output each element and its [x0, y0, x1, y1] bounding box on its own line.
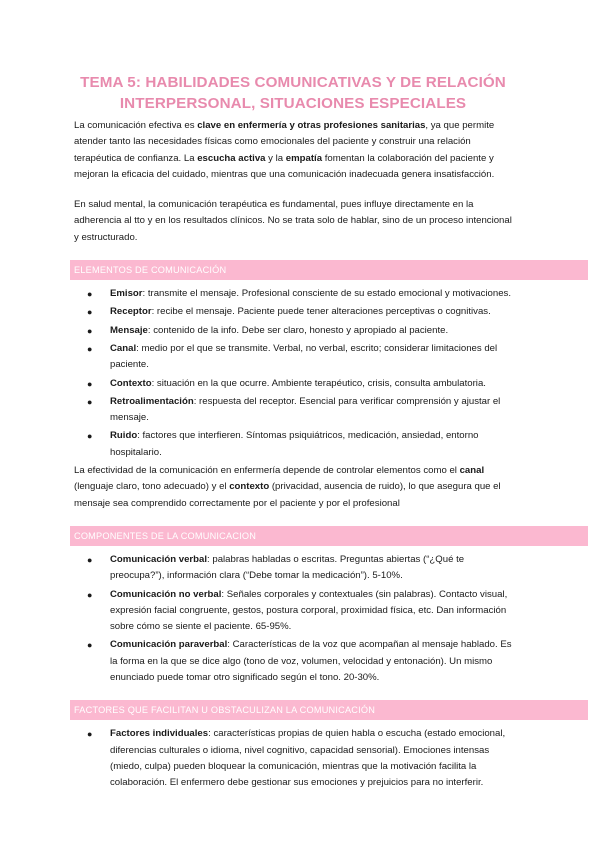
bold-run: escucha activa	[197, 152, 266, 164]
text-run: y la	[265, 152, 286, 164]
item-text: : contenido de la info. Debe ser claro, honesto y apropiado al paciente.	[147, 324, 449, 336]
item-term: Retroalimentación	[110, 395, 194, 407]
title-line-2: INTERPERSONAL, SITUACIONES ESPECIALES	[119, 95, 467, 112]
section-heading-componentes: COMPONENTES DE LA COMUNICACION	[70, 526, 588, 546]
spacer	[74, 183, 512, 197]
list-item	[87, 726, 512, 791]
bold-run: clave en enfermería y otras profesiones sanitarias	[197, 120, 426, 131]
item-term: Factores individuales	[110, 728, 209, 740]
text-run: La efectividad de la comunicación en enfermería depende de controlar elementos como el	[74, 465, 460, 477]
text-run: , ya que permite atender tanto las necesidades físicas como emocionales del paciente y construir una relación terapéutica de confianza. La	[74, 120, 495, 164]
item-term: Mensaje	[110, 324, 148, 336]
list-item	[87, 587, 512, 636]
bullet-icon: ●	[87, 431, 93, 442]
intro-paragraph-2: En salud mental, la comunicación terapéutica es fundamental, pues influye directamente en la adherencia al tto y en los resultados clínicos. No se trata solo de hablar, sino de un proceso intencional y estructurado.	[74, 199, 512, 243]
item-term: Contexto	[110, 377, 152, 389]
item-term: Comunicación paraverbal	[110, 639, 228, 651]
item-text: : palabras habladas o escritas. Preguntas abiertas (“¿Qué te preocupa?”), información clara (“Debe tomar la medicación”). 5-10%.	[110, 553, 465, 582]
section-heading-factores: FACTORES QUE FACILITAN U OBSTACULIZAN LA COMUNICACIÓN	[70, 700, 588, 720]
list-item	[87, 304, 512, 320]
text-run: (lenguaje claro, tono adecuado) y el	[74, 481, 230, 493]
item-text: : respuesta del receptor. Esencial para verificar comprensión y ajustar el mensaje.	[110, 395, 501, 424]
intro-paragraph-1	[74, 118, 512, 183]
factors-list	[74, 726, 512, 791]
item-text: : Características de la voz que acompañan al mensaje hablado. Es la forma en la que se dice algo (tono de voz, volumen, velocidad y entonación). Un mismo enunciado puede tomar otro significado según el tono. 20-30%.	[110, 639, 512, 684]
list-item	[87, 341, 512, 374]
text-run: (privacidad, ausencia de ruido), lo que asegura que el mensaje sea comprendido correctamente por el paciente y por el profesional	[74, 481, 501, 509]
item-term: Canal	[110, 342, 137, 354]
bullet-icon: ●	[87, 640, 93, 651]
item-text: : situación en la que ocurre. Ambiente terapéutico, crisis, consulta ambulatoria.	[151, 377, 486, 389]
item-term: Comunicación verbal	[110, 553, 208, 565]
title-line-1: TEMA 5: HABILIDADES COMUNICATIVAS Y DE RELACIÓN	[80, 74, 506, 91]
page-title	[74, 72, 512, 114]
elements-summary-paragraph	[74, 463, 512, 512]
item-text: : factores que interfieren. Síntomas psiquiátricos, medicación, ansiedad, entorno hospitalario.	[110, 430, 479, 458]
list-item	[87, 637, 512, 686]
bullet-icon: ●	[87, 378, 93, 389]
list-item	[87, 286, 512, 302]
item-text: : características propias de quien habla o escucha (estado emocional, diferencias culturales o idioma, nivel cognitivo, capacidad sensorial). Emociones intensas (miedo, culpa) pueden bloquear la comunicación, mientras que la motivación facilita la colaboración. El enfermero debe gestionar sus emociones y prejuicios para no interferir.	[110, 728, 506, 789]
item-text: : Señales corporales y contextuales (sin palabras). Contacto visual, expresión facial congruente, gestos, postura corporal, proximidad física, etc. Dan información sobre cómo se siente el paciente. 65-95%.	[110, 588, 508, 633]
text-run: La comunicación efectiva es	[74, 120, 198, 131]
section-heading-elementos: ELEMENTOS DE COMUNICACIÓN	[70, 260, 588, 280]
item-text: : medio por el que se transmite. Verbal, no verbal, escrito; considerar limitaciones del paciente.	[110, 342, 498, 371]
bullet-icon: ●	[87, 396, 93, 407]
bullet-icon: ●	[87, 289, 93, 300]
bullet-icon: ●	[87, 589, 93, 600]
list-item	[87, 323, 512, 339]
bold-run: canal	[459, 465, 485, 477]
elements-list	[74, 286, 512, 461]
bold-run: contexto	[229, 481, 270, 493]
list-item	[87, 552, 512, 585]
item-term: Emisor	[110, 288, 143, 300]
item-term: Receptor	[110, 306, 152, 318]
bullet-icon: ●	[87, 343, 93, 354]
bullet-icon: ●	[87, 307, 93, 318]
bullet-icon: ●	[87, 729, 93, 740]
item-term: Comunicación no verbal	[110, 588, 222, 600]
item-text: : transmite el mensaje. Profesional consciente de su estado emocional y motivaciones.	[142, 288, 512, 300]
item-term: Ruido	[110, 430, 138, 442]
item-text: : recibe el mensaje. Paciente puede tener alteraciones perceptivas o cognitivas.	[151, 306, 491, 318]
bullet-icon: ●	[87, 554, 93, 565]
components-list	[74, 552, 512, 686]
bullet-icon: ●	[87, 325, 93, 336]
list-item	[87, 376, 512, 392]
list-item	[87, 394, 512, 427]
list-item	[87, 428, 512, 461]
bold-run: empatía	[285, 152, 323, 164]
text-run: fomentan la colaboración del paciente y mejoran la eficacia del cuidado, mientras que una comunicación inadecuada genera insatisfacción.	[74, 152, 495, 180]
